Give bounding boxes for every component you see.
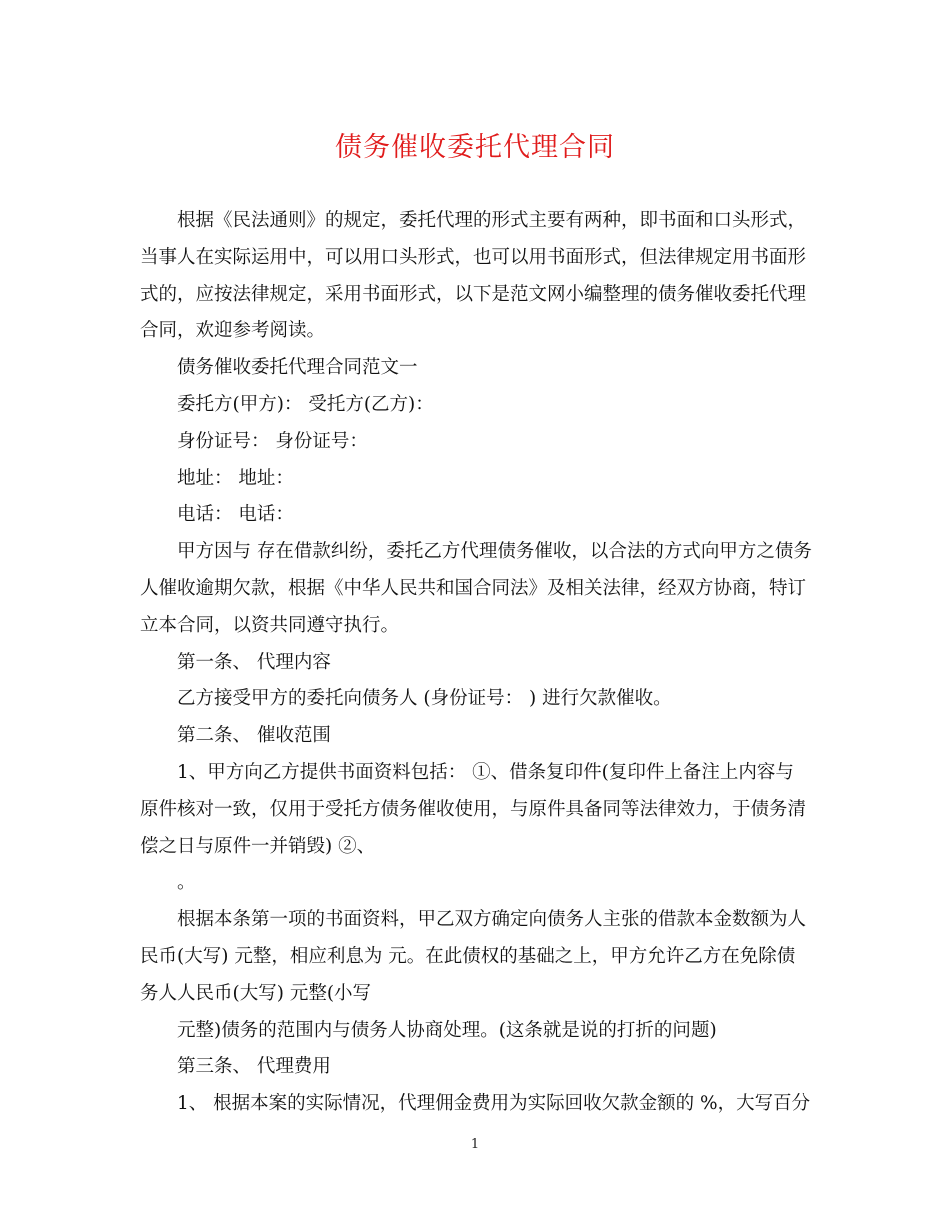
phone-line: 电话： 电话： bbox=[177, 504, 294, 526]
id-line: 身份证号： 身份证号： bbox=[177, 430, 368, 452]
article-paragraph: 1、甲方向乙方提供书面资料包括： ①、借条复印件(复印件上备注上内容与原件核对一致，仅用于受托方债务催收使用，与原件具备同等法律效力，于债务清偿之日与原件一并销毁) ②、 bbox=[140, 761, 807, 857]
document-title: 债务催收委托代理合同 bbox=[335, 132, 615, 163]
article-heading: 第二条、 催收范围 bbox=[177, 725, 331, 747]
section-heading: 债务催收委托代理合同范文一 bbox=[177, 357, 418, 379]
address-line: 地址： 地址： bbox=[177, 467, 294, 489]
intro-paragraph: 根据《民法通则》的规定，委托代理的形式主要有两种，即书面和口头形式，当事人在实际运用中，可以用口头形式，也可以用书面形式，但法律规定用书面形式的，应按法律规定，采用书面形式，以下是范文网小编整理的债务催收委托代理合同，欢迎参考阅读。 bbox=[140, 210, 807, 342]
continuation-line: 元整)债务的范围内与债务人协商处理。(这条就是说的打折的问题) bbox=[177, 1019, 717, 1041]
article-paragraph: 乙方接受甲方的委托向债务人 (身份证号： ) 进行欠款催收。 bbox=[177, 688, 672, 710]
page-number: 1 bbox=[470, 1137, 480, 1152]
party-line: 委托方(甲方)： 受托方(乙方)： bbox=[177, 393, 434, 415]
article-paragraph: 1、 根据本案的实际情况，代理佣金费用为实际回收欠款金额的 %，大写百分 bbox=[177, 1093, 811, 1115]
article-paragraph: 根据本条第一项的书面资料，甲乙双方确定向债务人主张的借款本金数额为人民币(大写) 元整，相应利息为 元。在此债权的基础之上，甲方允许乙方在免除债务人人民币(大写) 元整(小写 bbox=[140, 909, 807, 1004]
continuation-line: 。 bbox=[177, 872, 196, 894]
document-body bbox=[140, 203, 812, 1123]
article-heading: 第一条、 代理内容 bbox=[177, 651, 331, 673]
article-heading: 第三条、 代理费用 bbox=[177, 1056, 331, 1078]
preamble-paragraph: 甲方因与 存在借款纠纷，委托乙方代理债务催收，以合法的方式向甲方之债务人催收逾期欠款，根据《中华人民共和国合同法》及相关法律，经双方协商，特订立本合同，以资共同遵守执行。 bbox=[140, 541, 812, 636]
